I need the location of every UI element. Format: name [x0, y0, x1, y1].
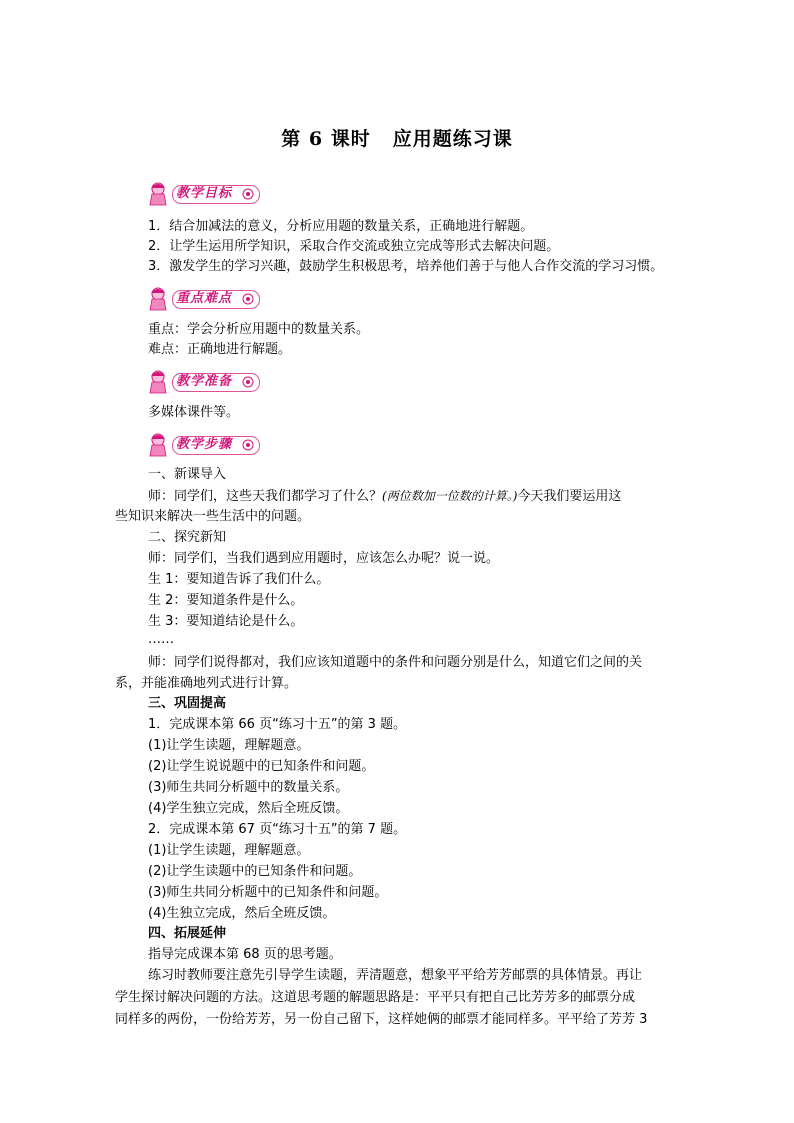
step3-line4: (3)师生共同分析题中的数量关系。 — [148, 780, 349, 795]
step2-line1: 师：同学们，当我们遇到应用题时，应该怎么办呢？说一说。 — [148, 551, 500, 566]
goal-3: 3．激发学生的学习兴趣，鼓励学生积极思考，培养他们善于与他人合作交流的学习习惯。 — [148, 259, 664, 274]
badge-label: 教学目标 — [176, 186, 233, 201]
page-title — [0, 124, 794, 151]
target-icon — [242, 188, 254, 200]
section-badge-keypoints — [146, 285, 258, 311]
step3-line7: (1)让学生读题，理解题意。 — [148, 843, 310, 858]
badge-label: 教学准备 — [176, 374, 233, 389]
step2-line4: 生 3：要知道结论是什么。 — [148, 614, 304, 629]
badge-label: 教学步骤 — [176, 437, 233, 452]
step1-line1-b: (两位数加一位数的计算。) — [382, 489, 518, 503]
step1-line2: 些知识来解决一些生活中的问题。 — [115, 509, 311, 524]
girl-icon — [146, 368, 172, 394]
keypoint-1: 重点：学会分析应用题中的数量关系。 — [148, 322, 370, 337]
step4-heading: 四、拓展延伸 — [148, 926, 227, 941]
target-icon — [242, 293, 254, 305]
step3-line3: (2)让学生说说题中的已知条件和问题。 — [148, 759, 375, 774]
step2-line6: 师：同学们说得都对，我们应该知道题中的条件和问题分别是什么，知道它们之间的关 — [148, 655, 643, 670]
step2-heading: 二、探究新知 — [148, 530, 227, 545]
step3-line2: (1)让学生读题，理解题意。 — [148, 738, 310, 753]
step2-line3: 生 2：要知道条件是什么。 — [148, 593, 304, 608]
step3-heading: 三、巩固提高 — [148, 696, 227, 711]
step3-line5: (4)学生独立完成，然后全班反馈。 — [148, 801, 349, 816]
step2-ellipsis: …… — [148, 632, 174, 647]
section-badge-steps — [146, 431, 258, 457]
lesson-name: 应用题练习课 — [392, 128, 513, 150]
step4-line4: 同样多的两份，一份给芳芳，另一份自己留下，这样她俩的邮票才能同样多。平平给了芳芳 3 — [115, 1012, 648, 1027]
goal-2: 2．让学生运用所学知识，采取合作交流或独立完成等形式去解决问题。 — [148, 239, 560, 254]
goal-1: 1．结合加减法的意义，分析应用题的数量关系，正确地进行解题。 — [148, 219, 534, 234]
girl-icon — [146, 180, 172, 206]
step4-line3: 学生探讨解决问题的方法。这道思考题的解题思路是：平平只有把自己比芳芳多的邮票分成 — [115, 990, 636, 1005]
keypoint-2: 难点：正确地进行解题。 — [148, 342, 292, 357]
step2-line7: 系，并能准确地列式进行计算。 — [115, 676, 298, 691]
section-badge-prep — [146, 368, 258, 394]
section-badge-goals — [146, 180, 258, 206]
step1-line1 — [148, 486, 621, 507]
lesson-number: 第 6 课时 — [281, 128, 371, 150]
step1-line1-c: 今天我们要运用这 — [517, 489, 622, 504]
step3-line9: (3)师生共同分析题中的已知条件和问题。 — [148, 885, 388, 900]
girl-icon — [146, 431, 172, 457]
target-icon — [242, 439, 254, 451]
badge-label: 重点难点 — [176, 291, 233, 306]
step2-line2: 生 1：要知道告诉了我们什么。 — [148, 572, 330, 587]
step1-line1-a: 师：同学们，这些天我们都学习了什么？ — [148, 489, 383, 504]
step3-line10: (4)生独立完成，然后全班反馈。 — [148, 906, 336, 921]
step1-heading: 一、新课导入 — [148, 467, 227, 482]
step4-line2: 练习时教师要注意先引导学生读题，弄清题意，想象平平给芳芳邮票的具体情景。再让 — [148, 968, 643, 983]
prep-text: 多媒体课件等。 — [148, 405, 240, 420]
step3-line1: 1．完成课本第 66 页“练习十五”的第 3 题。 — [148, 717, 407, 732]
girl-icon — [146, 285, 172, 311]
target-icon — [242, 376, 254, 388]
step3-line6: 2．完成课本第 67 页“练习十五”的第 7 题。 — [148, 822, 407, 837]
step3-line8: (2)让学生读题中的已知条件和问题。 — [148, 864, 362, 879]
step4-line1: 指导完成课本第 68 页的思考题。 — [148, 947, 342, 962]
